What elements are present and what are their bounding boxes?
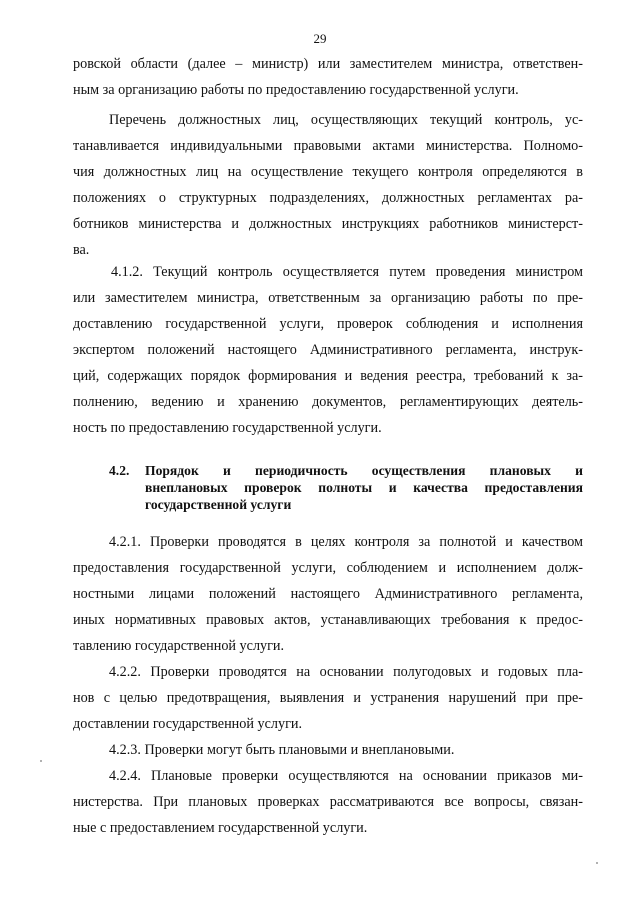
section-number: 4.2. (109, 463, 130, 478)
heading-line: государственной услуги (145, 497, 292, 512)
paragraph-4-2-4 (73, 763, 583, 841)
paragraph-4-2-3 (73, 737, 583, 763)
text-line: ность по предоставлению государственной услуги. (73, 420, 382, 436)
heading-line: внеплановых проверок полноты и качества предоставления (145, 480, 583, 495)
text-line: нов с целью предотвращения, выявления и устранения нарушений при пре- (73, 690, 583, 706)
text-line: 4.2.4. Плановые проверки осуществляются на основании приказов ми- (109, 768, 583, 784)
text-line: ные с предоставлением государственной услуги. (73, 820, 368, 836)
text-line: ностными лицами положений настоящего Административного регламента, (73, 586, 583, 602)
text-line: 4.1.2. Текущий контроль осуществляется путем проведения министром (111, 264, 583, 280)
text-line: нистерства. При плановых проверках рассматриваются все вопросы, связан- (73, 794, 583, 810)
text-line: 4.2.3. Проверки могут быть плановыми и внеплановыми. (109, 742, 455, 758)
text-line: ным за организацию работы по предоставлению государственной услуги. (73, 82, 519, 98)
text-line: доставлению государственной услуги, проверок соблюдения и исполнения (73, 316, 583, 332)
text-line: ва. (73, 242, 90, 258)
text-line: или заместителем министра, ответственным за организацию работы по пре- (73, 290, 583, 306)
paragraph-continuation (73, 51, 583, 103)
text-line: положениях о структурных подразделениях, должностных регламентах ра- (73, 190, 583, 206)
text-line: ций, содержащих порядок формирования и ведения реестра, требований к за- (73, 368, 583, 384)
paragraph-4-1-2 (73, 259, 583, 441)
text-line: Перечень должностных лиц, осуществляющих текущий контроль, ус- (109, 112, 583, 128)
text-line: предоставления государственной услуги, соблюдением и исполнением долж- (73, 560, 583, 576)
text-line: доставлении государственной услуги. (73, 716, 303, 732)
text-line: экспертом положений настоящего Административного регламента, инструк- (73, 342, 583, 358)
page-number: 29 (313, 31, 327, 46)
paragraph-officials-list (73, 107, 583, 263)
text-line: ботников министерства и должностных инструкциях работников министерст- (73, 216, 583, 232)
section-heading-4-2 (109, 462, 583, 513)
text-line: танавливается индивидуальными правовыми актами министерства. Полномо- (73, 138, 583, 154)
text-line: ровской области (далее – министр) или заместителем министра, ответствен- (73, 56, 583, 72)
text-line: полнению, ведению и хранению документов, регламентирующих деятель- (73, 394, 583, 410)
paragraph-4-2-2 (73, 659, 583, 737)
text-line: 4.2.2. Проверки проводятся на основании полугодовых и годовых пла- (109, 664, 583, 680)
text-line: чия должностных лиц на осуществление текущего контроля определяются в (73, 164, 583, 180)
text-line: иных нормативных правовых актов, устанавливающих требования к предос- (73, 612, 583, 628)
text-line: 4.2.1. Проверки проводятся в целях контроля за полнотой и качеством (109, 534, 583, 550)
heading-line: Порядок и периодичность осуществления плановых и (145, 463, 583, 478)
paragraph-4-2-1 (73, 529, 583, 659)
scan-speck (596, 862, 598, 864)
text-line: тавлению государственной услуги. (73, 638, 285, 654)
scan-speck (40, 760, 42, 762)
